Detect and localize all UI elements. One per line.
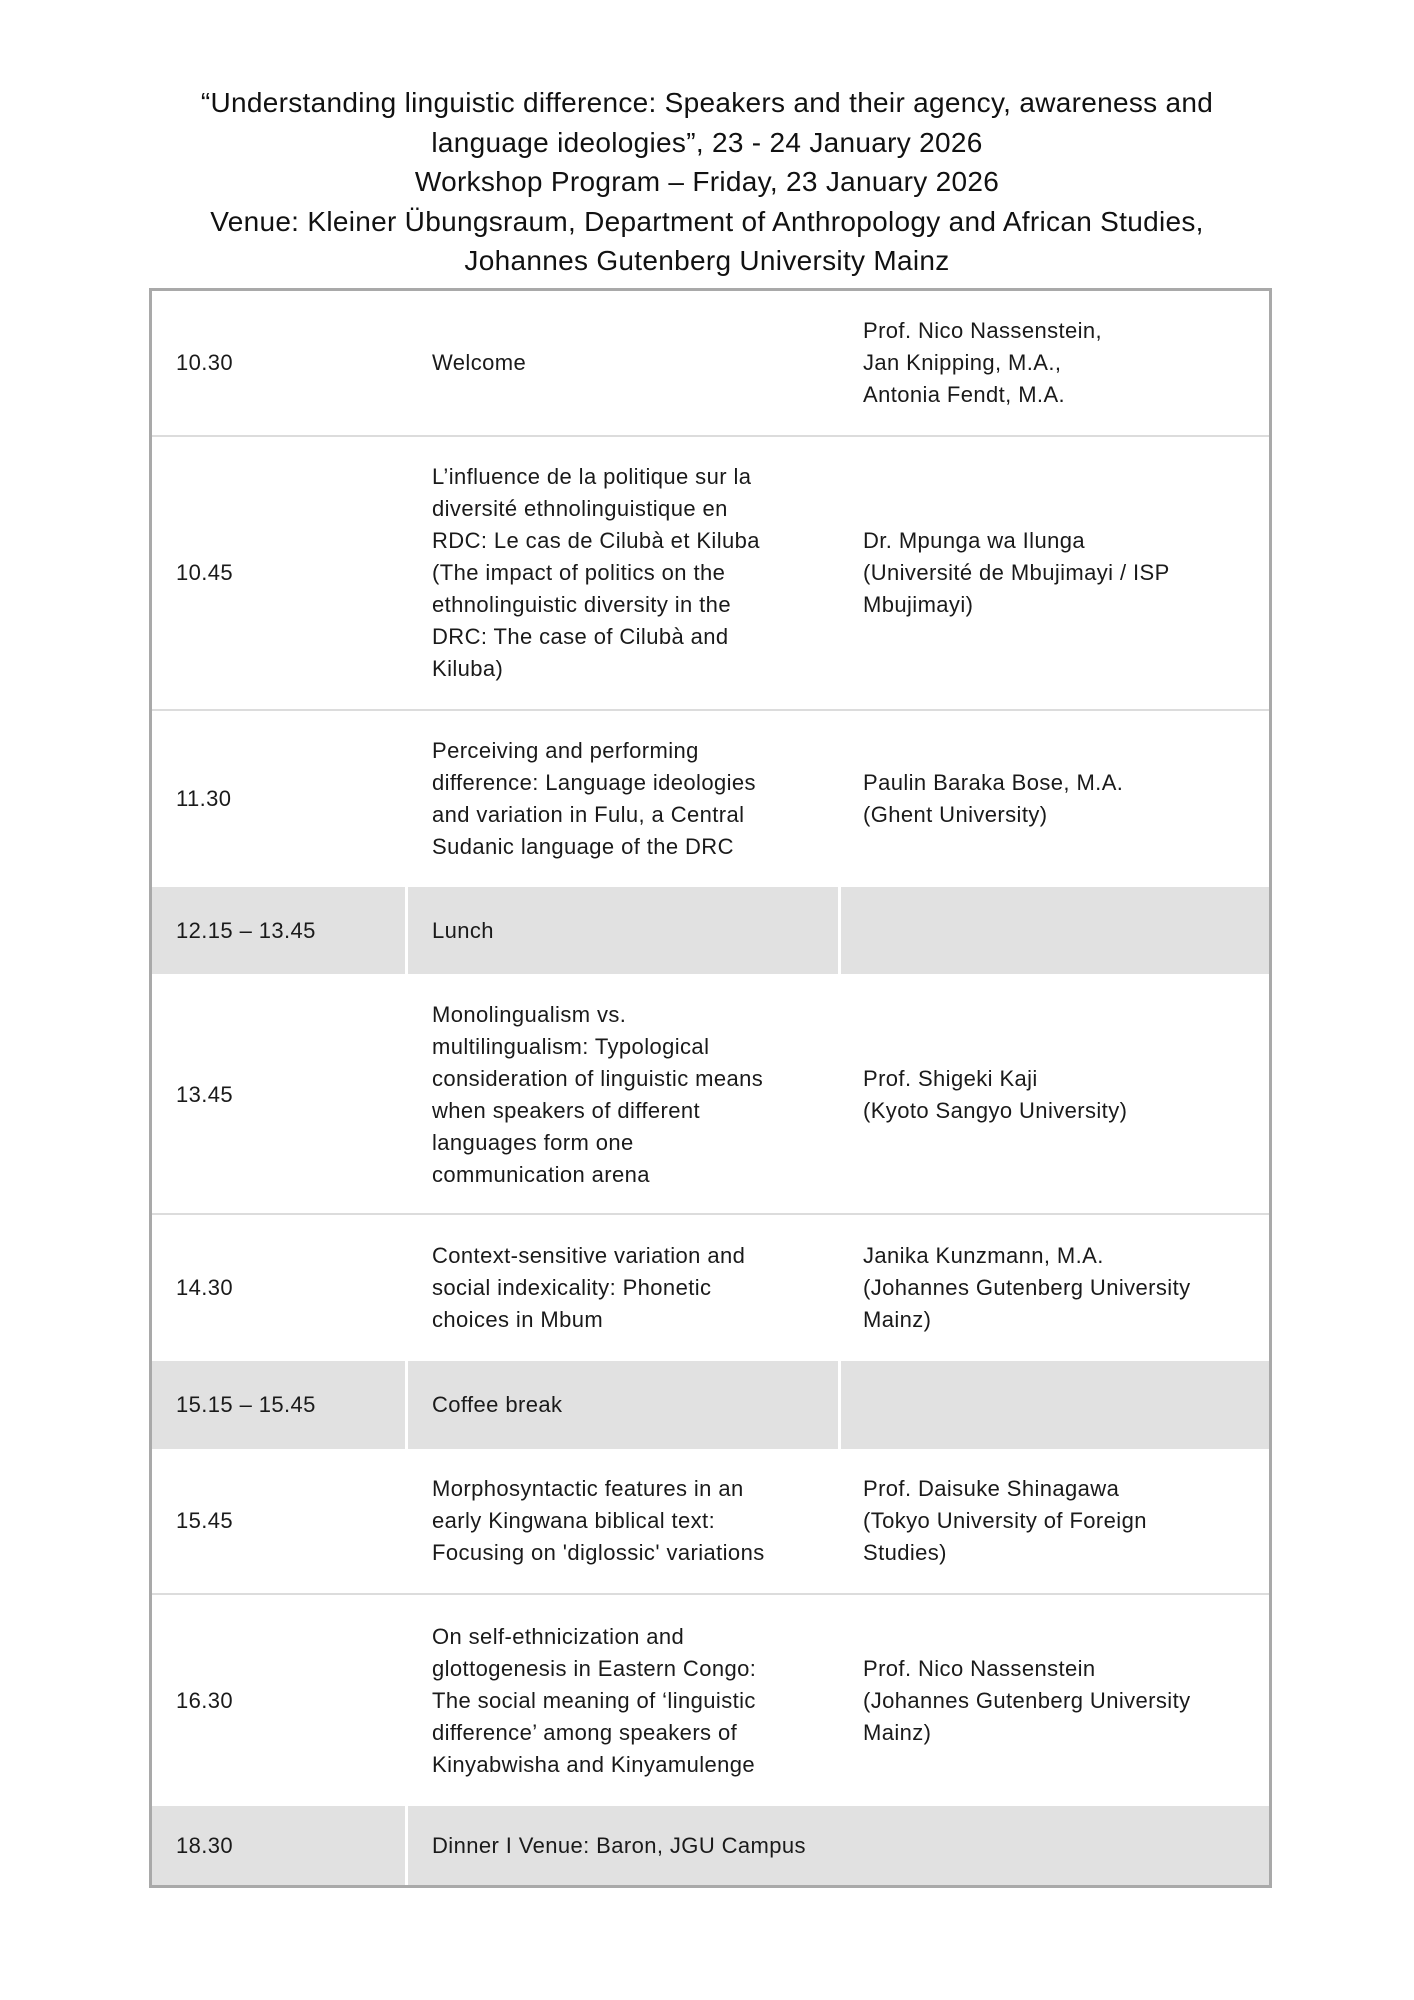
table-row — [152, 1595, 1269, 1806]
time-text: 10.30 — [176, 350, 234, 375]
speaker-text: Paulin Baraka Bose, M.A. (Ghent University) — [863, 770, 1124, 827]
table-row — [152, 711, 1269, 887]
time-cell — [152, 974, 405, 1215]
title-text: L’influence de la politique sur la diversité ethnolinguistique en RDC: Le cas de Cilubà et Kiluba (The impact of politics on the ethnolinguistic diversity in the DRC: The case of Cilubà and Kiluba) — [432, 464, 760, 681]
time-text: 18.30 — [176, 1832, 234, 1858]
speaker-text: Prof. Daisuke Shinagawa (Tokyo University of Foreign Studies) — [863, 1476, 1147, 1565]
time-text: 15.45 — [176, 1508, 234, 1533]
table-row — [152, 437, 1269, 709]
table-row-break — [152, 887, 1269, 974]
time-cell — [152, 291, 405, 435]
title-line-1: “Understanding linguistic difference: Speakers and their agency, awareness and — [200, 87, 1214, 118]
title-cell — [408, 291, 838, 435]
speaker-cell — [841, 1595, 1269, 1806]
speaker-text: Janika Kunzmann, M.A. (Johannes Gutenberg University Mainz) — [863, 1243, 1191, 1332]
speaker-cell — [841, 887, 1269, 974]
program-table — [149, 288, 1272, 1888]
time-cell — [152, 887, 405, 974]
time-cell — [152, 1449, 405, 1593]
time-cell — [152, 1215, 405, 1361]
time-cell — [152, 437, 405, 709]
document-header — [0, 83, 1414, 281]
title-cell — [408, 974, 838, 1215]
speaker-cell — [841, 291, 1269, 435]
time-text: 15.15 – 15.45 — [176, 1392, 316, 1417]
speaker-text: Prof. Nico Nassenstein, Jan Knipping, M.A., Antonia Fendt, M.A. — [863, 318, 1103, 407]
table-row — [152, 291, 1269, 435]
table-row-break — [152, 1806, 1269, 1885]
time-cell — [152, 1595, 405, 1806]
speaker-cell — [841, 1215, 1269, 1361]
title-cell — [408, 1215, 838, 1361]
time-text: 10.45 — [176, 560, 234, 585]
title-text: Monolingualism vs. multilingualism: Typological consideration of linguistic means when speakers of different languages form one communication arena — [432, 1001, 764, 1187]
title-cell — [408, 1449, 838, 1593]
time-text: 12.15 – 13.45 — [176, 917, 316, 943]
title-text: Context-sensitive variation and social indexicality: Phonetic choices in Mbum — [432, 1243, 746, 1332]
table-row — [152, 1449, 1269, 1593]
table-row — [152, 974, 1269, 1215]
table-row — [152, 1215, 1269, 1361]
speaker-text: Prof. Nico Nassenstein (Johannes Gutenberg University Mainz) — [863, 1655, 1191, 1745]
title-cell — [408, 1595, 838, 1806]
title-text: Dinner I Venue: Baron, JGU Campus — [432, 1832, 806, 1858]
time-cell — [152, 711, 405, 887]
title-text: On self-ethnicization and glottogenesis in Eastern Congo: The social meaning of ‘linguistic difference’ among speakers of Kinyabwisha and Kinyamulenge — [432, 1623, 757, 1777]
time-cell — [152, 1361, 405, 1449]
table-row-break — [152, 1361, 1269, 1449]
title-cell — [408, 711, 838, 887]
title-text: Coffee break — [432, 1392, 563, 1417]
time-text: 16.30 — [176, 1687, 234, 1713]
speaker-cell — [841, 711, 1269, 887]
time-text: 14.30 — [176, 1275, 234, 1300]
title-line-2: language ideologies”, 23 - 24 January 2026 — [431, 126, 983, 158]
time-cell — [152, 1806, 405, 1885]
title-text: Perceiving and performing difference: Language ideologies and variation in Fulu, a Central Sudanic language of the DRC — [432, 738, 756, 859]
time-text: 11.30 — [176, 786, 232, 811]
time-text: 13.45 — [176, 1081, 234, 1107]
speaker-cell — [841, 1361, 1269, 1449]
title-text: Lunch — [432, 917, 494, 943]
venue-line-2: Johannes Gutenberg University Mainz — [464, 245, 950, 276]
title-cell — [408, 437, 838, 709]
speaker-text: Dr. Mpunga wa Ilunga (Université de Mbujimayi / ISP Mbujimayi) — [863, 528, 1170, 617]
title-text: Morphosyntactic features in an early Kingwana biblical text: Focusing on 'diglossic' variations — [432, 1476, 765, 1565]
program-date-line: Workshop Program – Friday, 23 January 2026 — [414, 166, 1000, 197]
title-cell — [408, 887, 838, 974]
venue-line-1: Venue: Kleiner Übungsraum, Department of Anthropology and African Studies, — [210, 205, 1204, 237]
speaker-cell — [841, 1449, 1269, 1593]
title-cell — [408, 1361, 838, 1449]
speaker-cell — [841, 437, 1269, 709]
title-cell-merged — [408, 1806, 1269, 1885]
speaker-cell — [841, 974, 1269, 1215]
speaker-text: Prof. Shigeki Kaji (Kyoto Sangyo University) — [863, 1065, 1128, 1123]
title-text: Welcome — [432, 350, 527, 375]
